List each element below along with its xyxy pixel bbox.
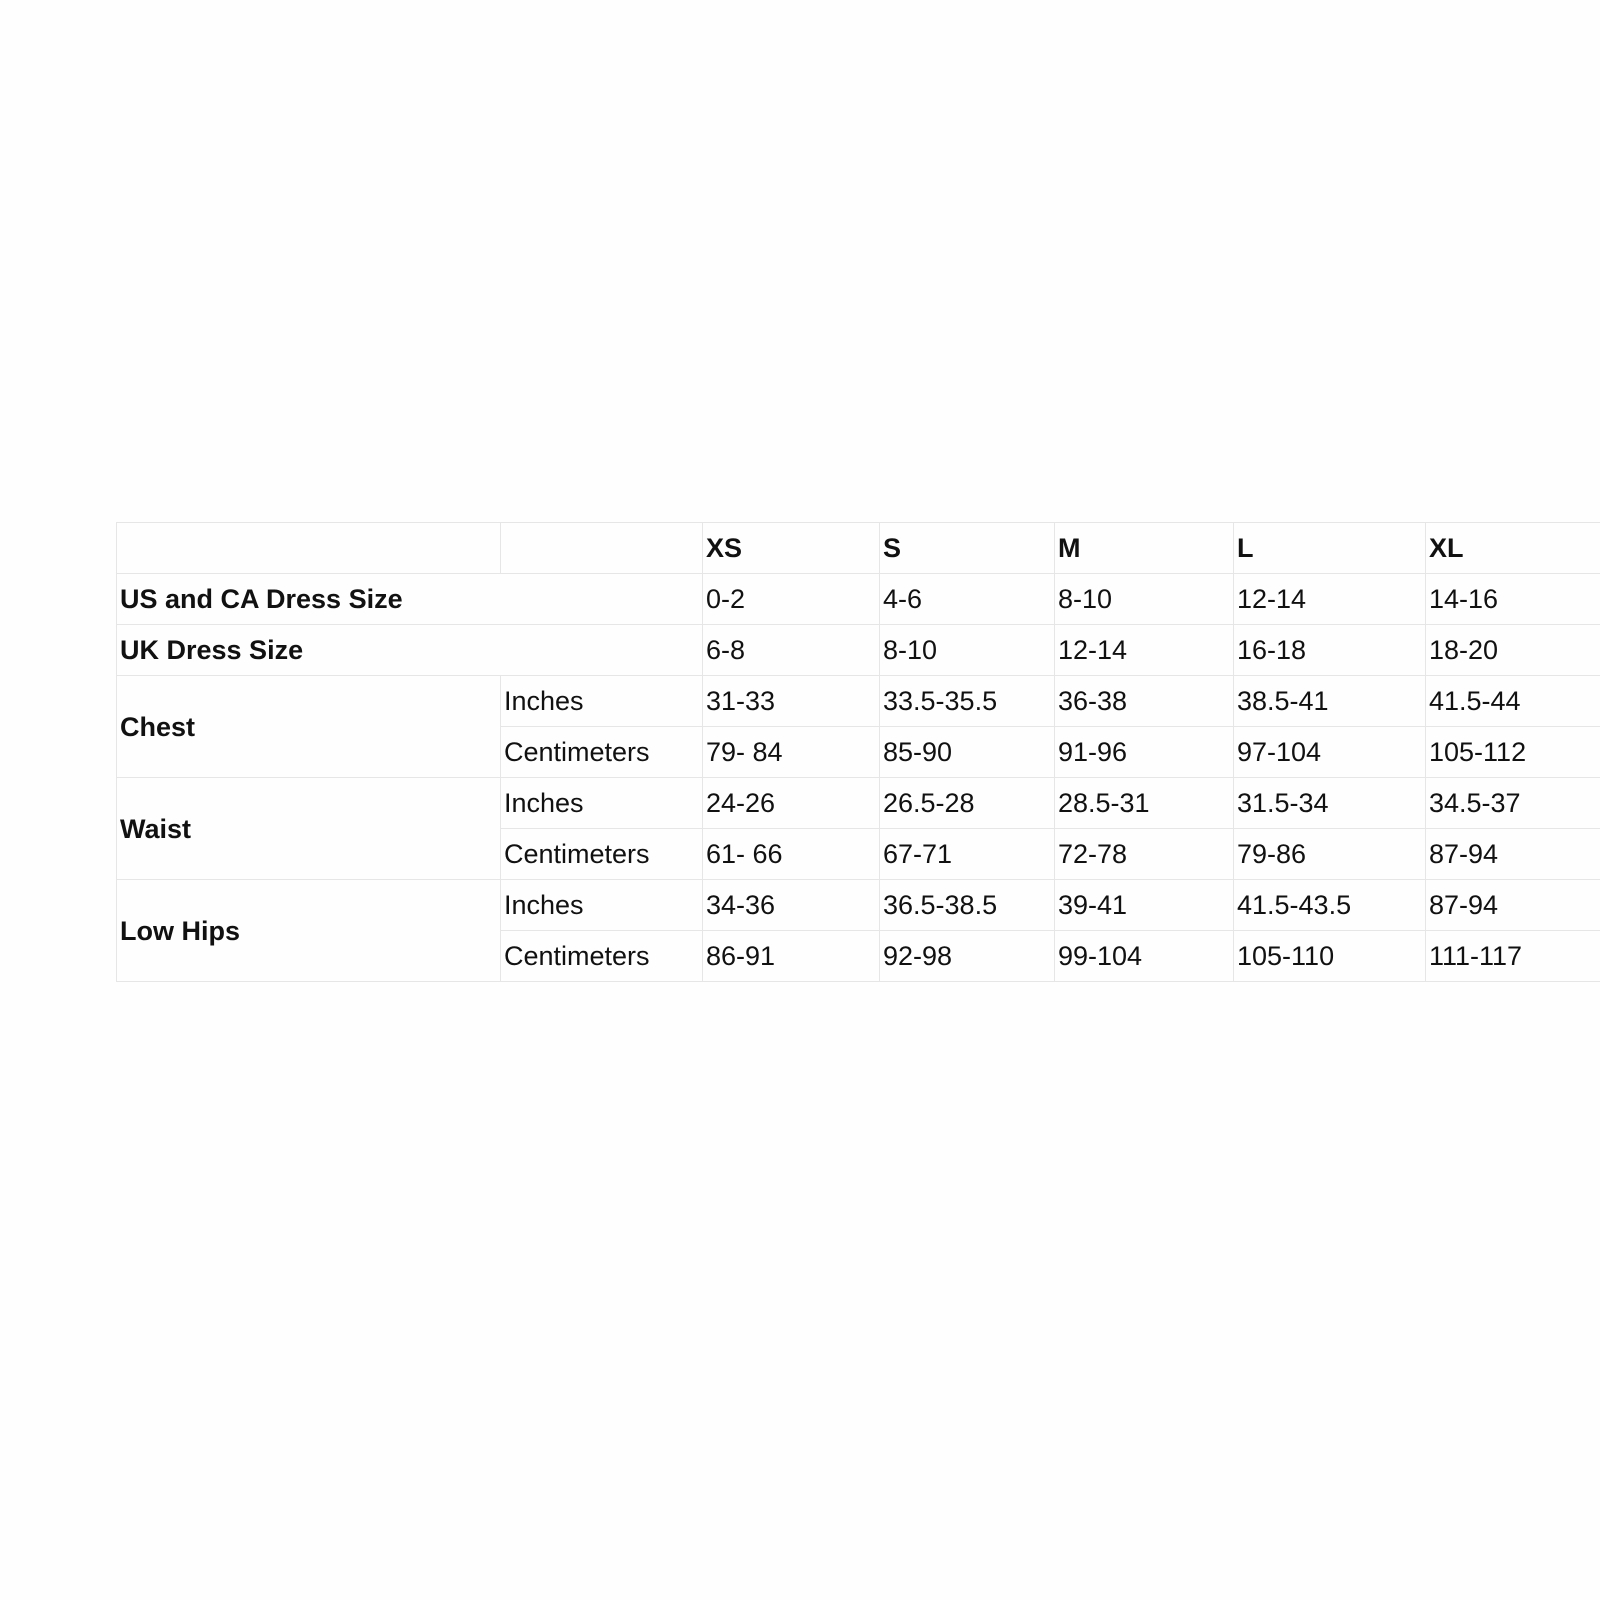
unit-label: Inches [501, 880, 703, 931]
table-cell: 34.5-37 [1426, 778, 1600, 829]
table-cell: 41.5-44 [1426, 676, 1600, 727]
table-cell: 0-2 [703, 574, 880, 625]
group-label-chest: Chest [117, 676, 501, 778]
group-label-waist: Waist [117, 778, 501, 880]
table-cell: 8-10 [880, 625, 1055, 676]
table-cell: 8-10 [1055, 574, 1234, 625]
size-chart-table [116, 522, 1600, 982]
table-cell: 36.5-38.5 [880, 880, 1055, 931]
table-cell: 105-110 [1234, 931, 1426, 982]
row-label: UK Dress Size [117, 625, 703, 676]
unit-label: Centimeters [501, 931, 703, 982]
header-size-xs: XS [703, 523, 880, 574]
table-cell: 79- 84 [703, 727, 880, 778]
table-cell: 28.5-31 [1055, 778, 1234, 829]
chest-inches-row [117, 676, 1600, 727]
uk-dress-size-row [117, 625, 1600, 676]
table-cell: 61- 66 [703, 829, 880, 880]
header-blank-cell [501, 523, 703, 574]
table-cell: 24-26 [703, 778, 880, 829]
table-cell: 39-41 [1055, 880, 1234, 931]
unit-label: Inches [501, 676, 703, 727]
table-cell: 38.5-41 [1234, 676, 1426, 727]
table-cell: 36-38 [1055, 676, 1234, 727]
unit-label: Inches [501, 778, 703, 829]
table-cell: 85-90 [880, 727, 1055, 778]
table-cell: 34-36 [703, 880, 880, 931]
table-cell: 12-14 [1234, 574, 1426, 625]
table-cell: 6-8 [703, 625, 880, 676]
table-cell: 92-98 [880, 931, 1055, 982]
table-cell: 31-33 [703, 676, 880, 727]
us-ca-dress-size-row [117, 574, 1600, 625]
table-cell: 4-6 [880, 574, 1055, 625]
table-cell: 41.5-43.5 [1234, 880, 1426, 931]
unit-label: Centimeters [501, 829, 703, 880]
table-cell: 12-14 [1055, 625, 1234, 676]
table-cell: 91-96 [1055, 727, 1234, 778]
table-cell: 33.5-35.5 [880, 676, 1055, 727]
table-cell: 111-117 [1426, 931, 1600, 982]
unit-label: Centimeters [501, 727, 703, 778]
table-cell: 105-112 [1426, 727, 1600, 778]
table-cell: 14-16 [1426, 574, 1600, 625]
header-size-l: L [1234, 523, 1426, 574]
table-cell: 31.5-34 [1234, 778, 1426, 829]
table-cell: 16-18 [1234, 625, 1426, 676]
table-cell: 79-86 [1234, 829, 1426, 880]
header-size-s: S [880, 523, 1055, 574]
waist-inches-row [117, 778, 1600, 829]
table-cell: 18-20 [1426, 625, 1600, 676]
group-label-low-hips: Low Hips [117, 880, 501, 982]
row-label: US and CA Dress Size [117, 574, 703, 625]
table-cell: 72-78 [1055, 829, 1234, 880]
table-cell: 26.5-28 [880, 778, 1055, 829]
table-cell: 87-94 [1426, 829, 1600, 880]
table-cell: 67-71 [880, 829, 1055, 880]
header-row [117, 523, 1600, 574]
table-cell: 99-104 [1055, 931, 1234, 982]
table-cell: 86-91 [703, 931, 880, 982]
header-blank-cell [117, 523, 501, 574]
low-hips-inches-row [117, 880, 1600, 931]
table-cell: 97-104 [1234, 727, 1426, 778]
table-cell: 87-94 [1426, 880, 1600, 931]
header-size-xl: XL [1426, 523, 1600, 574]
header-size-m: M [1055, 523, 1234, 574]
